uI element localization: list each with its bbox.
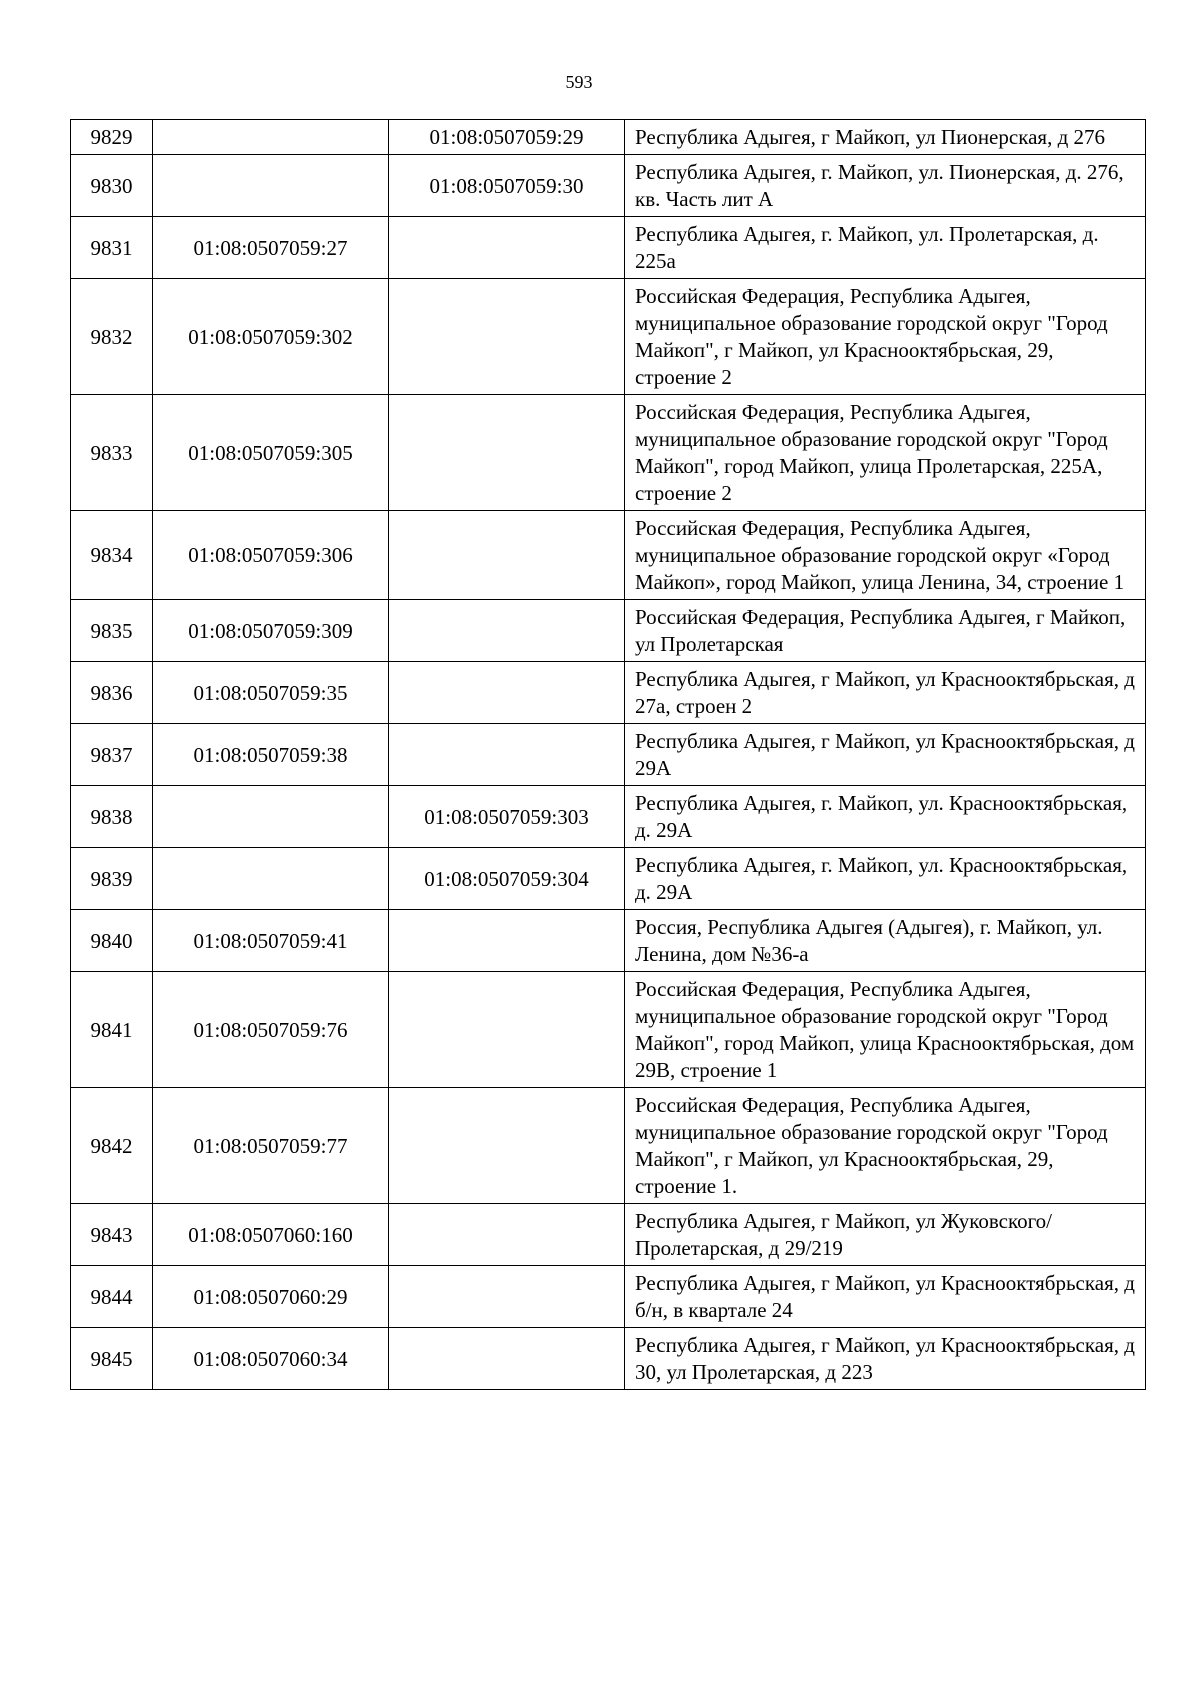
registry-table bbox=[70, 119, 1146, 1390]
address-cell: Республика Адыгея, г Майкоп, ул Краснооктябрьская, д 30, ул Пролетарская, д 223 bbox=[625, 1328, 1146, 1390]
row-number-cell: 9831 bbox=[71, 217, 153, 279]
row-number-cell: 9838 bbox=[71, 786, 153, 848]
address-cell: Российская Федерация, Республика Адыгея, муниципальное образование городской округ "Город Майкоп", г Майкоп, ул Краснооктябрьская, 29, строение 1. bbox=[625, 1088, 1146, 1204]
address-cell: Республика Адыгея, г Майкоп, ул Пионерская, д 276 bbox=[625, 120, 1146, 155]
address-cell: Российская Федерация, Республика Адыгея, муниципальное образование городской округ «Город Майкоп», город Майкоп, улица Ленина, 34, строение 1 bbox=[625, 511, 1146, 600]
address-cell: Республика Адыгея, г. Майкоп, ул. Пионерская, д. 276, кв. Часть лит А bbox=[625, 155, 1146, 217]
address-cell: Российская Федерация, Республика Адыгея, г Майкоп, ул Пролетарская bbox=[625, 600, 1146, 662]
cadastral-number-cell: 01:08:0507059:77 bbox=[153, 1088, 389, 1204]
cadastral-number-cell: 01:08:0507059:41 bbox=[153, 910, 389, 972]
table-row bbox=[71, 910, 1146, 972]
table-row bbox=[71, 972, 1146, 1088]
address-cell: Республика Адыгея, г. Майкоп, ул. Краснооктябрьская, д. 29А bbox=[625, 848, 1146, 910]
related-cadastral-number-cell bbox=[389, 724, 625, 786]
table-row bbox=[71, 395, 1146, 511]
row-number-cell: 9832 bbox=[71, 279, 153, 395]
related-cadastral-number-cell bbox=[389, 1328, 625, 1390]
row-number-cell: 9845 bbox=[71, 1328, 153, 1390]
cadastral-number-cell bbox=[153, 120, 389, 155]
cadastral-number-cell: 01:08:0507059:306 bbox=[153, 511, 389, 600]
row-number-cell: 9829 bbox=[71, 120, 153, 155]
related-cadastral-number-cell bbox=[389, 972, 625, 1088]
related-cadastral-number-cell bbox=[389, 1266, 625, 1328]
row-number-cell: 9843 bbox=[71, 1204, 153, 1266]
address-cell: Республика Адыгея, г Майкоп, ул Краснооктябрьская, д б/н, в квартале 24 bbox=[625, 1266, 1146, 1328]
row-number-cell: 9839 bbox=[71, 848, 153, 910]
related-cadastral-number-cell bbox=[389, 600, 625, 662]
address-cell: Республика Адыгея, г. Майкоп, ул. Пролетарская, д. 225а bbox=[625, 217, 1146, 279]
row-number-cell: 9836 bbox=[71, 662, 153, 724]
table-row bbox=[71, 1266, 1146, 1328]
cadastral-number-cell bbox=[153, 848, 389, 910]
address-cell: Республика Адыгея, г Майкоп, ул Жуковского/Пролетарская, д 29/219 bbox=[625, 1204, 1146, 1266]
cadastral-number-cell: 01:08:0507059:35 bbox=[153, 662, 389, 724]
related-cadastral-number-cell bbox=[389, 217, 625, 279]
table-row bbox=[71, 662, 1146, 724]
cadastral-number-cell: 01:08:0507059:38 bbox=[153, 724, 389, 786]
table-row bbox=[71, 155, 1146, 217]
cadastral-number-cell: 01:08:0507060:160 bbox=[153, 1204, 389, 1266]
cadastral-number-cell: 01:08:0507059:27 bbox=[153, 217, 389, 279]
address-cell: Республика Адыгея, г Майкоп, ул Краснооктябрьская, д 29А bbox=[625, 724, 1146, 786]
row-number-cell: 9844 bbox=[71, 1266, 153, 1328]
related-cadastral-number-cell: 01:08:0507059:303 bbox=[389, 786, 625, 848]
cadastral-number-cell bbox=[153, 155, 389, 217]
related-cadastral-number-cell bbox=[389, 1204, 625, 1266]
row-number-cell: 9840 bbox=[71, 910, 153, 972]
cadastral-number-cell: 01:08:0507060:29 bbox=[153, 1266, 389, 1328]
address-cell: Российская Федерация, Республика Адыгея, муниципальное образование городской округ "Город Майкоп", город Майкоп, улица Краснооктябрьская, дом 29В, строение 1 bbox=[625, 972, 1146, 1088]
table-row bbox=[71, 786, 1146, 848]
table-row bbox=[71, 1328, 1146, 1390]
row-number-cell: 9830 bbox=[71, 155, 153, 217]
cadastral-number-cell: 01:08:0507059:309 bbox=[153, 600, 389, 662]
cadastral-number-cell: 01:08:0507059:302 bbox=[153, 279, 389, 395]
cadastral-number-cell: 01:08:0507059:76 bbox=[153, 972, 389, 1088]
row-number-cell: 9834 bbox=[71, 511, 153, 600]
row-number-cell: 9837 bbox=[71, 724, 153, 786]
table-row bbox=[71, 120, 1146, 155]
related-cadastral-number-cell bbox=[389, 1088, 625, 1204]
related-cadastral-number-cell: 01:08:0507059:29 bbox=[389, 120, 625, 155]
row-number-cell: 9833 bbox=[71, 395, 153, 511]
table-row bbox=[71, 600, 1146, 662]
table-row bbox=[71, 217, 1146, 279]
related-cadastral-number-cell: 01:08:0507059:30 bbox=[389, 155, 625, 217]
cadastral-number-cell: 01:08:0507060:34 bbox=[153, 1328, 389, 1390]
page-number: 593 bbox=[565, 72, 593, 92]
address-cell: Российская Федерация, Республика Адыгея, муниципальное образование городской округ "Город Майкоп", г Майкоп, ул Краснооктябрьская, 29, строение 2 bbox=[625, 279, 1146, 395]
related-cadastral-number-cell bbox=[389, 279, 625, 395]
table-row bbox=[71, 511, 1146, 600]
table-row bbox=[71, 1204, 1146, 1266]
cadastral-number-cell bbox=[153, 786, 389, 848]
table-row bbox=[71, 724, 1146, 786]
related-cadastral-number-cell bbox=[389, 395, 625, 511]
table-row bbox=[71, 279, 1146, 395]
related-cadastral-number-cell: 01:08:0507059:304 bbox=[389, 848, 625, 910]
cadastral-number-cell: 01:08:0507059:305 bbox=[153, 395, 389, 511]
related-cadastral-number-cell bbox=[389, 662, 625, 724]
address-cell: Республика Адыгея, г. Майкоп, ул. Краснооктябрьская, д. 29А bbox=[625, 786, 1146, 848]
row-number-cell: 9835 bbox=[71, 600, 153, 662]
table-row bbox=[71, 848, 1146, 910]
related-cadastral-number-cell bbox=[389, 511, 625, 600]
address-cell: Республика Адыгея, г Майкоп, ул Краснооктябрьская, д 27а, строен 2 bbox=[625, 662, 1146, 724]
address-cell: Россия, Республика Адыгея (Адыгея), г. Майкоп, ул. Ленина, дом №36-а bbox=[625, 910, 1146, 972]
table-row bbox=[71, 1088, 1146, 1204]
registry-table-body bbox=[71, 120, 1146, 1390]
address-cell: Российская Федерация, Республика Адыгея, муниципальное образование городской округ "Город Майкоп", город Майкоп, улица Пролетарская, 225А, строение 2 bbox=[625, 395, 1146, 511]
related-cadastral-number-cell bbox=[389, 910, 625, 972]
row-number-cell: 9842 bbox=[71, 1088, 153, 1204]
row-number-cell: 9841 bbox=[71, 972, 153, 1088]
